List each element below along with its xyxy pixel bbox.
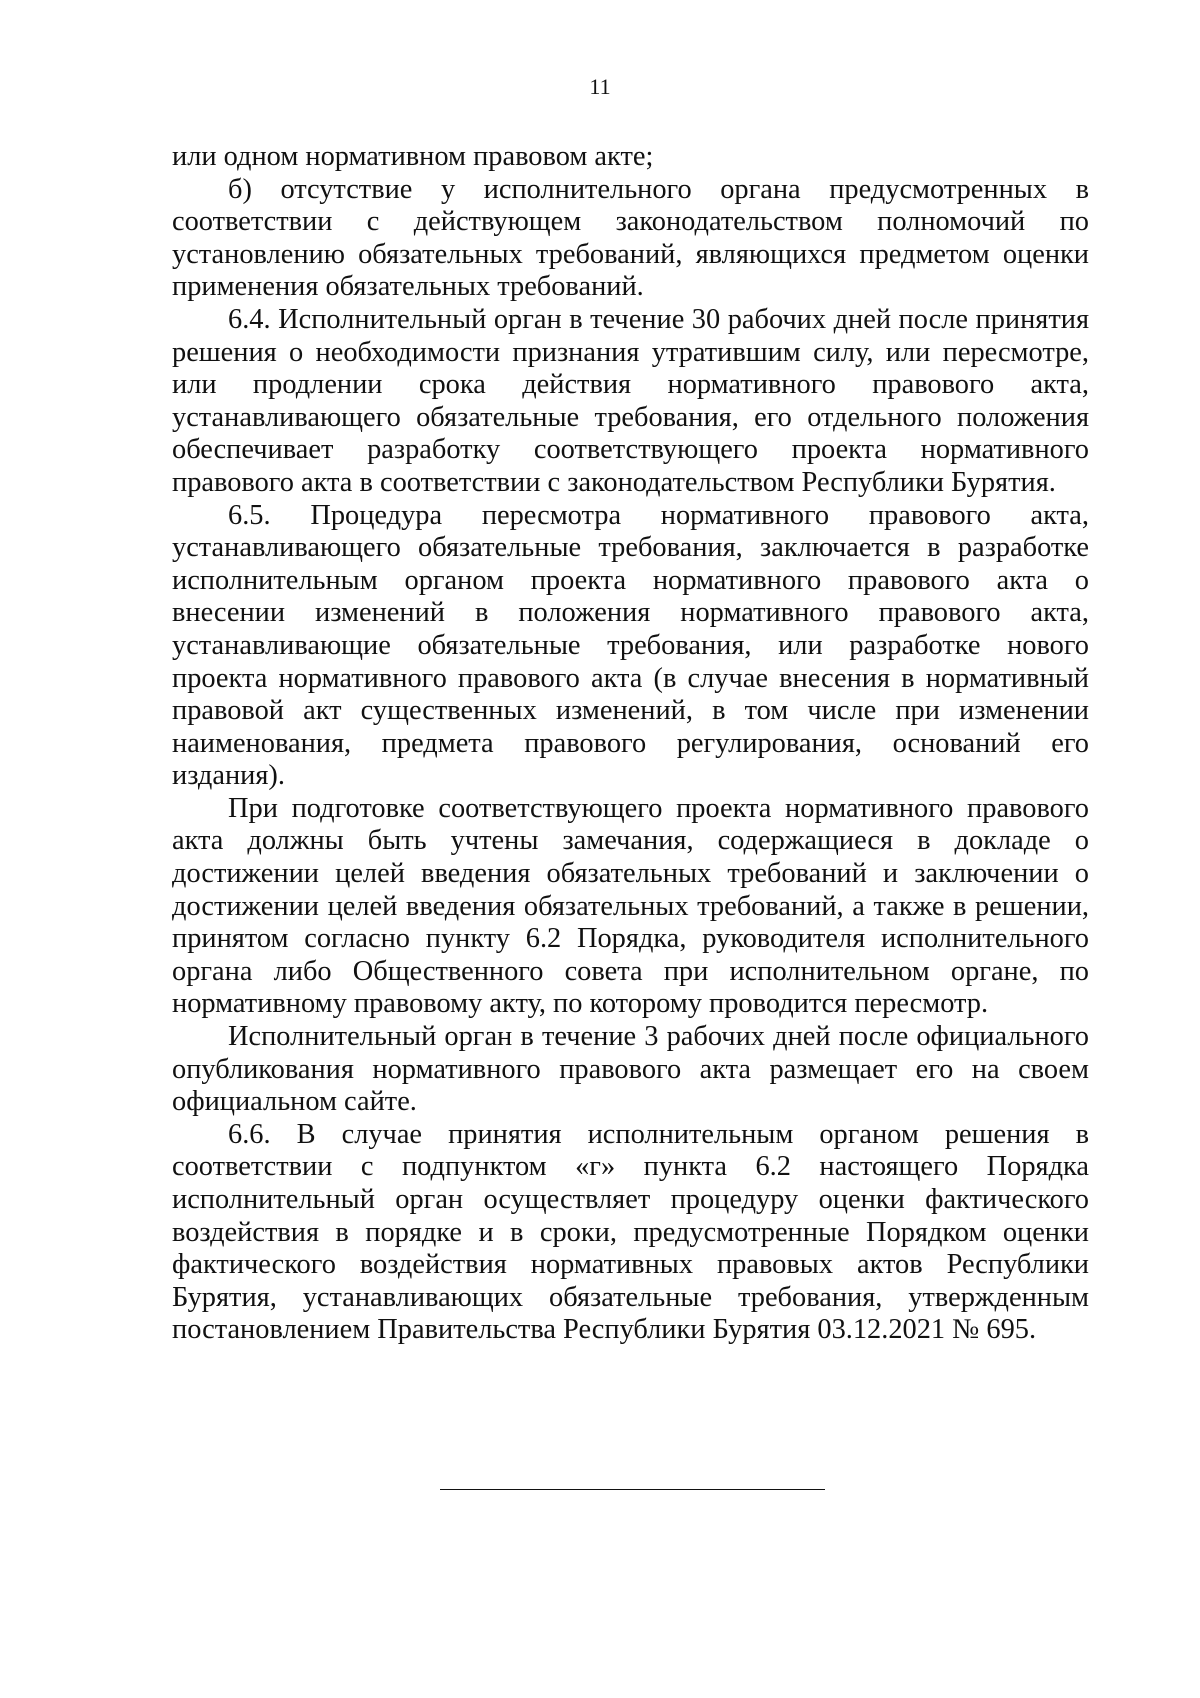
paragraph-6-6: 6.6. В случае принятия исполнительным органом решения в соответствии с подпунктом «г» пункта 6.2 настоящего Порядка исполнительный орган осуществляет процедуру оценки фактического воздействия в порядке и в сроки, предусмотренные Порядком оценки фактического воздействия нормативных правовых актов Республики Бурятия, устанавливающих обязательные требования, утвержденным постановлением Правительства Республики Бурятия 03.12.2021 № 695. bbox=[172, 1118, 1089, 1346]
page-number: 11 bbox=[589, 74, 611, 99]
paragraph-6-5: 6.5. Процедура пересмотра нормативного правового акта, устанавливающего обязательные требования, заключается в разработке исполнительным органом проекта нормативного правового акта о внесении изменений в положения нормативного правового акта, устанавливающие обязательные требования, или разработке нового проекта нормативного правового акта (в случае внесения в нормативный правовой акт существенных изменений, в том числе при изменении наименования, предмета правового регулирования, оснований его издания). bbox=[172, 499, 1089, 792]
end-of-document-rule bbox=[440, 1489, 825, 1490]
document-body bbox=[172, 141, 1089, 1347]
paragraph-continuation: или одном нормативном правовом акте; bbox=[172, 141, 654, 172]
paragraph-publication: Исполнительный орган в течение 3 рабочих дней после официального опубликования нормативного правового акта размещает его на своем официальном сайте. bbox=[172, 1021, 1089, 1118]
paragraph-6-4: 6.4. Исполнительный орган в течение 30 рабочих дней после принятия решения о необходимости признания утратившим силу, или пересмотре, или продлении срока действия нормативного правового акта, устанавливающего обязательные требования, его отдельного положения обеспечивает разработку соответствующего проекта нормативного правового акта в соответствии с законодательством Республики Бурятия. bbox=[172, 303, 1089, 498]
paragraph-item-b: б) отсутствие у исполнительного органа предусмотренных в соответствии с действующем законодательством полномочий по установлению обязательных требований, являющихся предметом оценки применения обязательных требований. bbox=[172, 173, 1089, 303]
paragraph-preparation: При подготовке соответствующего проекта нормативного правового акта должны быть учтены замечания, содержащиеся в докладе о достижении целей введения обязательных требований и заключении о достижении целей введения обязательных требований, а также в решении, принятом согласно пункту 6.2 Порядка, руководителя исполнительного органа либо Общественного совета при исполнительном органе, по нормативному правовому акту, по которому проводится пересмотр. bbox=[172, 792, 1089, 1020]
